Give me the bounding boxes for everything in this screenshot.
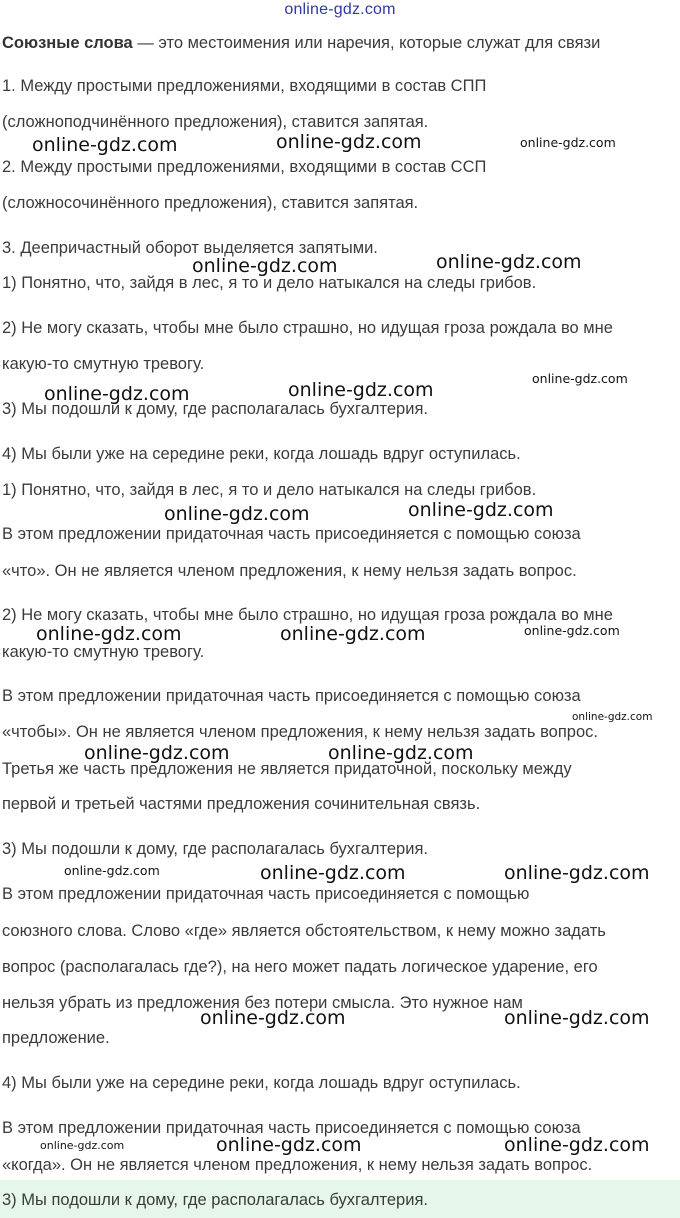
sentence-line: 1) Понятно, что, зайдя в лес, я то и дело натыкался на следы грибов. bbox=[2, 274, 537, 292]
analysis-line: «когда». Он не является членом предложения, к нему нельзя задать вопрос. bbox=[2, 1156, 593, 1174]
rule-line: 3. Деепричастный оборот выделяется запятыми. bbox=[2, 239, 378, 257]
watermark: online-gdz.com bbox=[44, 383, 190, 405]
analysis-line: какую-то смутную тревогу. bbox=[2, 643, 205, 661]
analysis-line: 3) Мы подошли к дому, где располагалась бухгалтерия. bbox=[2, 840, 428, 858]
intro-line bbox=[2, 33, 600, 53]
sentence-line: 4) Мы были уже на середине реки, когда лошадь вдруг оступилась. bbox=[2, 445, 521, 463]
analysis-line: В этом предложении придаточная часть присоединяется с помощью bbox=[2, 885, 530, 903]
analysis-line: В этом предложении придаточная часть присоединяется с помощью союза bbox=[2, 687, 581, 705]
analysis-line: нельзя убрать из предложения без потери смысла. Это нужное нам bbox=[2, 994, 523, 1012]
analysis-line: В этом предложении придаточная часть присоединяется с помощью союза bbox=[2, 1119, 581, 1137]
watermark: online-gdz.com bbox=[520, 135, 616, 150]
watermark: online-gdz.com bbox=[64, 863, 160, 878]
watermark: online-gdz.com bbox=[504, 1007, 650, 1029]
rule-line: (сложноподчинённого предложения), ставится запятая. bbox=[2, 113, 429, 131]
intro-rest: — это местоимения или наречия, которые служат для связи bbox=[132, 34, 601, 52]
watermark: online-gdz.com bbox=[436, 251, 582, 273]
analysis-line: союзного слова. Слово «где» является обстоятельством, к нему можно задать bbox=[2, 922, 606, 940]
rule-line: 2. Между простыми предложениями, входящими в состав ССП bbox=[2, 158, 487, 176]
watermark: online-gdz.com bbox=[504, 1134, 650, 1156]
sentence-line: 2) Не могу сказать, чтобы мне было страшно, но идущая гроза рождала во мне bbox=[2, 319, 613, 337]
analysis-line: «чтобы». Он не является членом предложения, к нему нельзя задать вопрос. bbox=[2, 723, 598, 741]
watermark: online-gdz.com bbox=[288, 379, 434, 401]
watermark: online-gdz.com bbox=[504, 862, 650, 884]
analysis-line: «что». Он не является членом предложения, к нему нельзя задать вопрос. bbox=[2, 562, 577, 580]
watermark: online-gdz.com bbox=[328, 742, 474, 764]
watermark: online-gdz.com bbox=[192, 255, 338, 277]
rule-line: 1. Между простыми предложениями, входящими в состав СПП bbox=[2, 77, 487, 95]
watermark: online-gdz.com bbox=[276, 131, 422, 153]
intro-term: Союзные слова bbox=[2, 34, 133, 52]
header-watermark: online-gdz.com bbox=[284, 1, 396, 18]
analysis-line: В этом предложении придаточная часть присоединяется с помощью союза bbox=[2, 525, 581, 543]
analysis-line: вопрос (располагалась где?), на него может падать логическое ударение, его bbox=[2, 958, 598, 976]
sentence-line: 3) Мы подошли к дому, где располагалась бухгалтерия. bbox=[2, 400, 428, 418]
sentence-line: какую-то смутную тревогу. bbox=[2, 355, 205, 373]
watermark: online-gdz.com bbox=[216, 1134, 362, 1156]
watermark: online-gdz.com bbox=[532, 371, 628, 386]
watermark: online-gdz.com bbox=[164, 503, 310, 525]
watermark: online-gdz.com bbox=[84, 742, 230, 764]
analysis-line: 4) Мы были уже на середине реки, когда лошадь вдруг оступилась. bbox=[2, 1074, 521, 1092]
watermark: online-gdz.com bbox=[280, 623, 426, 645]
analysis-line: предложение. bbox=[2, 1029, 110, 1047]
watermark: online-gdz.com bbox=[32, 134, 178, 156]
analysis-line: первой и третьей частями предложения сочинительная связь. bbox=[2, 795, 481, 813]
analysis-line: 1) Понятно, что, зайдя в лес, я то и дело натыкался на следы грибов. bbox=[2, 481, 537, 499]
watermark: online-gdz.com bbox=[524, 623, 620, 638]
answer-line: 3) Мы подошли к дому, где располагалась бухгалтерия. bbox=[2, 1191, 428, 1209]
watermark: online-gdz.com bbox=[260, 862, 406, 884]
watermark: online-gdz.com bbox=[200, 1007, 346, 1029]
watermark: online-gdz.com bbox=[408, 499, 554, 521]
analysis-line: 2) Не могу сказать, чтобы мне было страшно, но идущая гроза рождала во мне bbox=[2, 606, 613, 624]
watermark: online-gdz.com bbox=[40, 1139, 125, 1152]
watermark: online-gdz.com bbox=[572, 711, 653, 723]
analysis-line: Третья же часть предложения не является придаточной, поскольку между bbox=[2, 760, 572, 778]
rule-line: (сложносочинённого предложения), ставится запятая. bbox=[2, 194, 419, 212]
watermark: online-gdz.com bbox=[36, 623, 182, 645]
